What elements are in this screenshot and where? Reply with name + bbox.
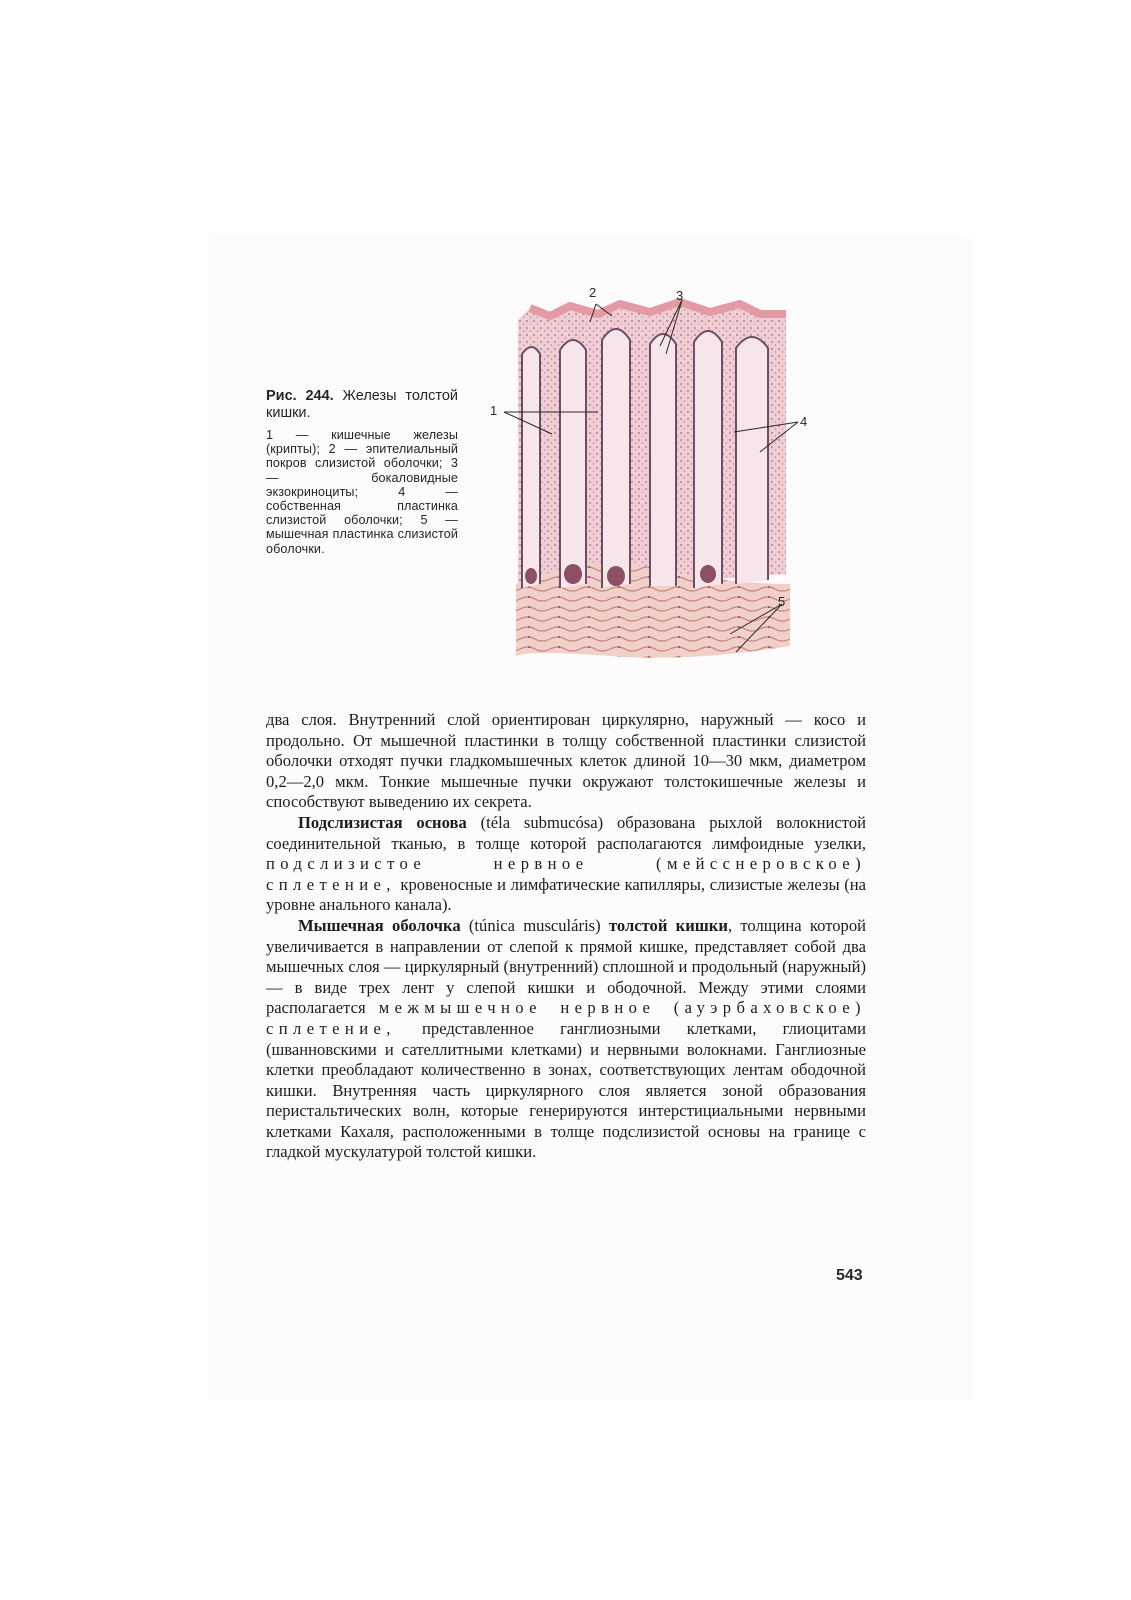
figure-title: Железы толстой кишки. (266, 388, 458, 421)
body-text (266, 710, 866, 1163)
paragraph-3 (266, 916, 866, 1163)
figure-label-2: 2 (589, 285, 597, 300)
term-muscularis: Мышечная оболочка (298, 915, 461, 935)
figure-caption-title (266, 388, 458, 422)
page-number: 543 (836, 1267, 863, 1284)
figure-caption (266, 388, 458, 556)
latin-submucosa: (téla submucósa) (480, 812, 604, 832)
paragraph-2 (266, 813, 866, 916)
figure-label-1: 1 (490, 403, 498, 418)
figure-label-4: 4 (800, 414, 808, 429)
latin-muscularis: (túnica musculáris) (468, 915, 601, 935)
paragraph-3-text-a: , толщина которой увеличивается в направлении от слепой к прямой кишке, представляет собой два мышечных слоя — циркулярный (внутренний) сплошной и продольный (наружный) — в виде трех лент у слепой кишки и ободочной. Между этими слоями располагается (266, 915, 867, 1018)
figure-label-3: 3 (676, 288, 684, 303)
histology-figure (490, 284, 820, 674)
colon-glands-illustration (490, 284, 820, 674)
paragraph-2-text-b: кровеносные и лимфатические капилляры, слизистые железы (на уровне анального канала). (266, 874, 866, 915)
figure-legend: 1 — кишечные железы (крипты); 2 — эпителиальный покров слизистой оболочки; 3 — бокаловидные экзокриноциты; 4 — собственная пластинка слизистой оболочки; 5 — мышечная пластинка слизистой оболочки. (266, 428, 458, 556)
figure-label: Рис. 244. (266, 388, 334, 404)
figure-label-5: 5 (778, 594, 786, 609)
paragraph-3-text-b: представленное ганглиозными клетками, глиоцитами (шванновскими и сателлитными клетками) и нервными волокнами. Ганглиозные клетки преобладают количественно в зонах, соответствующих лентам ободочной кишки. Внутренняя часть циркулярного слоя является зоной образования перистальтических волн, которые генерируются интерстициальными нервными клетками Кахаля, расположенными в толще подслизистой основы на границе с гладкой мускулатурой толстой кишки. (266, 1018, 866, 1162)
term-colon: толстой кишки (608, 915, 728, 935)
paragraph-1: два слоя. Внутренний слой ориентирован циркулярно, наружный — косо и продольно. От мышечной пластинки в толщу собственной пластинки слизистой оболочки отходят пучки гладкомышечных клеток длиной 10—30 мкм, диаметром 0,2—2,0 мкм. Тонкие мышечные пучки окружают толстокишечные железы и способствуют выведению их секрета. (266, 710, 866, 812)
term-submucosa: Подслизистая основа (298, 812, 467, 832)
paragraph-2-text-a: образована рыхлой волокнистой соединительной тканью, в толще которой располагаются лимфоидные узелки, (266, 812, 866, 853)
spaced-term-meissner: подслизистое нервное (мейсснеровское) сплетение, (266, 854, 866, 894)
spaced-term-auerbach: межмышечное нервное (ауэрбаховское) сплетение, (266, 998, 866, 1038)
